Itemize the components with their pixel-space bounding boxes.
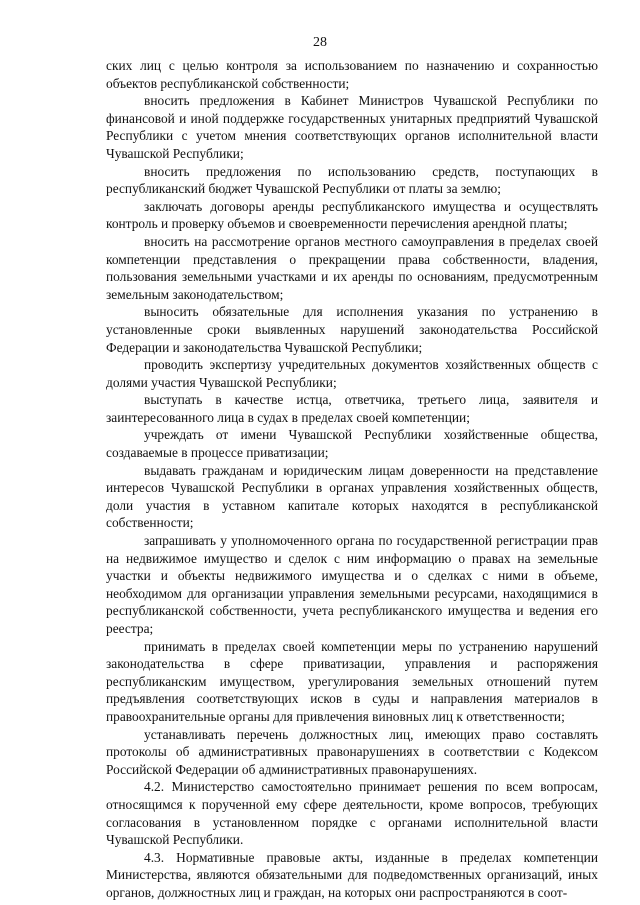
paragraph: 4.3. Нормативные правовые акты, изданные в пределах компетенции Министерства, являются обязательными для подведомственных организаций, иных органов, должностных лиц и граждан, на которых они распространяются в соот- bbox=[106, 849, 598, 900]
paragraph: вносить на рассмотрение органов местного самоуправления в пределах своей компетенции представления о прекращении права собственности, владения, пользования земельными участками и их аренды по основаниям, предусмотренным земельным законодательством; bbox=[106, 233, 598, 302]
paragraph: принимать в пределах своей компетенции меры по устранению нарушений законодательства в сфере приватизации, управления и распоряжения республиканским имуществом, урегулирования земельных отношений путем предъявления соответствующих исков в суды и направления материалов в правоохранительные органы для привлечения виновных лиц к ответственности; bbox=[106, 638, 598, 724]
paragraph: вносить предложения по использованию средств, поступающих в республиканский бюджет Чувашской Республики от платы за землю; bbox=[106, 163, 598, 197]
paragraph: выносить обязательные для исполнения указания по устранению в установленные сроки выявленных нарушений законодательства Российской Федерации и законодательства Чувашской Республики; bbox=[106, 304, 598, 355]
body-text bbox=[106, 57, 598, 902]
paragraph: проводить экспертизу учредительных документов хозяйственных обществ с долями участия Чувашской Республики; bbox=[106, 357, 598, 390]
paragraph: устанавливать перечень должностных лиц, имеющих право составлять протоколы об административных правонарушениях в соответствии с Кодексом Российской Федерации об административных правонарушениях. bbox=[106, 726, 598, 777]
paragraph: вносить предложения в Кабинет Министров Чувашской Республики по финансовой и иной поддержке государственных унитарных предприятий Чувашской Республики с учетом мнения соответствующих органов исполнительной власти Чувашской Республики; bbox=[106, 93, 598, 161]
paragraph: 4.2. Министерство самостоятельно принимает решения по всем вопросам, относящимся к порученной ему сфере деятельности, кроме вопросов, требующих согласования в установленном порядке с органами исполнительной власти Чувашской Республики. bbox=[106, 779, 598, 848]
paragraph: заключать договоры аренды республиканского имущества и осуществлять контроль и проверку объемов и своевременности перечисления арендной платы; bbox=[106, 198, 598, 232]
page-number: 28 bbox=[313, 35, 327, 50]
paragraph: выдавать гражданам и юридическим лицам доверенности на представление интересов Чувашской Республики в органах управления хозяйственных обществ, доли участия в уставном капитале которых находятся в республиканской собственности; bbox=[106, 462, 598, 531]
paragraph: ских лиц с целью контроля за использованием по назначению и сохранностью объектов республиканской собственности; bbox=[106, 58, 598, 91]
paragraph: запрашивать у уполномоченного органа по государственной регистрации прав на недвижимое имущество и сделок с ним информацию о правах на земельные участки и объекты недвижимого имущества и о сделках с ними в объеме, необходимом для организации управления земельными ресурсами, находящимися в республиканской собственности, учета республиканского имущества и ведения его реестра; bbox=[106, 533, 598, 636]
paragraph: выступать в качестве истца, ответчика, третьего лица, заявителя и заинтересованного лица в судах в пределах своей компетенции; bbox=[106, 392, 598, 425]
paragraph: учреждать от имени Чувашской Республики хозяйственные общества, создаваемые в процессе приватизации; bbox=[106, 427, 598, 461]
